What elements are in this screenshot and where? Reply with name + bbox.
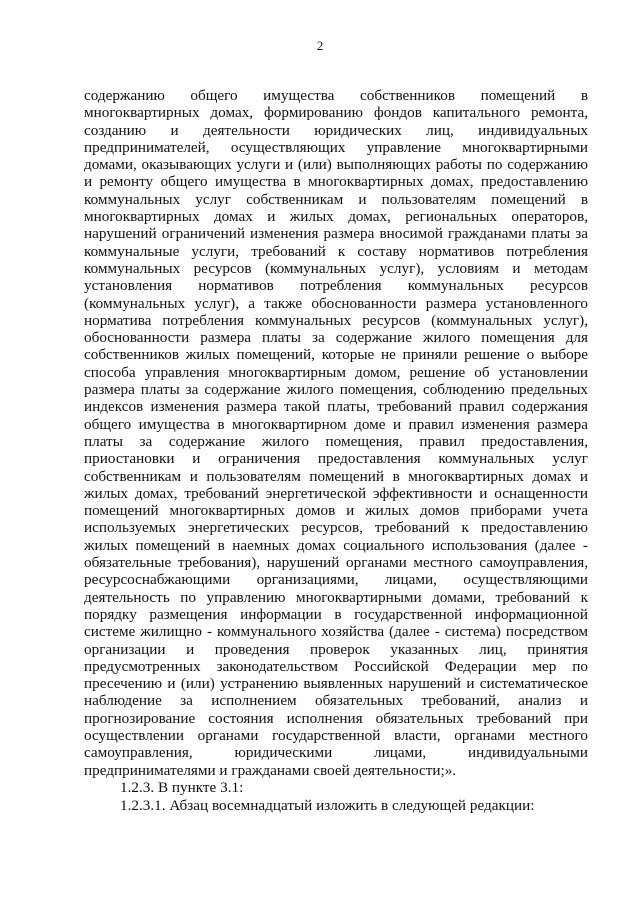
paragraph-line: индексов изменения размера такой платы, требований правил содержания bbox=[84, 398, 588, 416]
paragraph-line: общего имущества в многоквартирном доме и правил изменения размера bbox=[84, 415, 588, 433]
paragraph-line: домами, оказывающих услуги и (или) выполняющих работы по содержанию bbox=[84, 156, 588, 174]
paragraph-line: норматива потребления коммунальных ресурсов (коммунальных услуг), bbox=[84, 311, 588, 329]
paragraph-line: коммунальных услуг собственникам и пользователям помещений в bbox=[84, 190, 588, 208]
paragraph-line: установления нормативов потребления коммунальных ресурсов bbox=[84, 277, 588, 295]
paragraph-line: порядку размещения информации в государственной информационной bbox=[84, 605, 588, 623]
body-text bbox=[84, 87, 588, 814]
paragraph-line: жилых домах, требований энергетической эффективности и оснащенности bbox=[84, 484, 588, 502]
paragraph-line: помещений многоквартирных домов и жилых домов приборами учета bbox=[84, 502, 588, 520]
paragraph-line: жилых помещений в наемных домах социального использования (далее - bbox=[84, 536, 588, 554]
paragraph bbox=[84, 87, 588, 779]
paragraph-line: коммунальные услуги, требований к составу нормативов потребления bbox=[84, 242, 588, 260]
paragraph-line: обоснованности размера платы за содержание жилого помещения для bbox=[84, 329, 588, 347]
paragraph-line: наблюдение за исполнением обязательных требований, анализ и bbox=[84, 692, 588, 710]
paragraph-line: многоквартирных домах и жилых домах, региональных операторов, bbox=[84, 208, 588, 226]
paragraph-line: предпринимателей, осуществляющих управление многоквартирными bbox=[84, 138, 588, 156]
paragraph-line: организации и проведения проверок указанных лиц, принятия bbox=[84, 640, 588, 658]
paragraph-line: и ремонту общего имущества в многоквартирных домах, предоставлению bbox=[84, 173, 588, 191]
page-number: 2 bbox=[316, 38, 324, 53]
paragraph-line: собственников жилых помещений, которые не приняли решение о выборе bbox=[84, 346, 588, 364]
paragraph-line: самоуправления, юридическими лицами, индивидуальными bbox=[84, 744, 588, 762]
paragraph-line: обязательные требования), нарушений органами местного самоуправления, bbox=[84, 554, 588, 572]
paragraph-line: платы за содержание жилого помещения, правил предоставления, bbox=[84, 432, 588, 450]
paragraph-line: нарушений ограничений изменения размера вносимой гражданами платы за bbox=[84, 225, 588, 243]
paragraph-line: созданию и деятельности юридических лиц, индивидуальных bbox=[84, 121, 588, 139]
paragraph-line: осуществлении органами государственной власти, органами местного bbox=[84, 726, 588, 744]
paragraph-line: (коммунальных услуг), а также обоснованности размера установленного bbox=[84, 294, 588, 312]
paragraph-line: предусмотренных законодательством Российской Федерации мер по bbox=[84, 657, 588, 675]
paragraph-line: собственникам и пользователям помещений в многоквартирных домах и bbox=[84, 467, 588, 485]
paragraph-line: пресечению и (или) устранению выявленных нарушений и систематическое bbox=[84, 675, 588, 693]
paragraph-line: ресурсоснабжающими организациями, лицами, осуществляющими bbox=[84, 571, 588, 589]
paragraph-line: многоквартирных домах, формированию фондов капитального ремонта, bbox=[84, 104, 588, 122]
item-1-2-3: 1.2.3. В пункте 3.1: bbox=[120, 779, 244, 797]
paragraph-line: системе жилищно - коммунального хозяйства (далее - система) посредством bbox=[84, 623, 588, 641]
paragraph-line: способа управления многоквартирным домом, решение об установлении bbox=[84, 363, 588, 381]
paragraph-line: деятельность по управлению многоквартирными домами, требований к bbox=[84, 588, 588, 606]
paragraph-line: используемых энергетических ресурсов, требований к предоставлению bbox=[84, 519, 588, 537]
paragraph-line: содержанию общего имущества собственников помещений в bbox=[84, 87, 588, 104]
paragraph-line: предпринимателями и гражданами своей деятельности;». bbox=[84, 761, 457, 779]
item-1-2-3-1: 1.2.3.1. Абзац восемнадцатый изложить в следующей редакции: bbox=[120, 797, 535, 815]
paragraph-line: размера платы за содержание жилого помещения, соблюдению предельных bbox=[84, 381, 588, 399]
paragraph-line: коммунальных ресурсов (коммунальных услуг), условиям и методам bbox=[84, 259, 588, 277]
paragraph-line: приостановки и ограничения предоставления коммунальных услуг bbox=[84, 450, 588, 468]
paragraph-line: прогнозирование состояния исполнения обязательных требований при bbox=[84, 709, 588, 727]
